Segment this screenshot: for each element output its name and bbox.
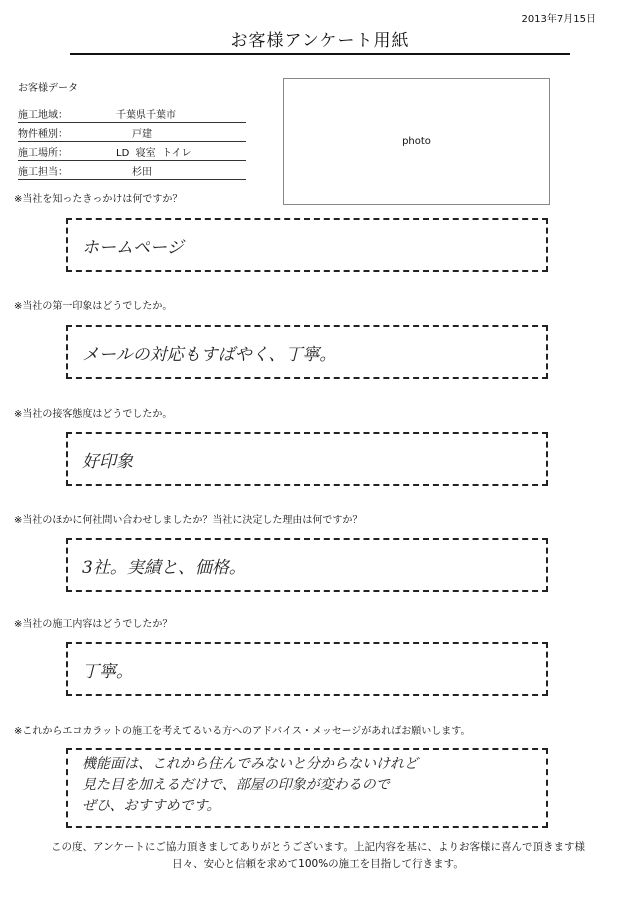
- answer-box-1: [66, 218, 548, 272]
- data-value: 千葉県千葉市: [116, 110, 176, 121]
- answer-text: 3社。実績と、価格。: [82, 557, 246, 578]
- answer-box-5: [66, 642, 548, 696]
- answer-box-3: [66, 432, 548, 486]
- survey-date: 2013年7月15日: [521, 14, 596, 25]
- footer-line-2: 日々、安心と信頼を求めて100%の施工を目指して行きます。: [172, 858, 464, 870]
- data-row-staff: [18, 161, 246, 180]
- question-2: ※当社の第一印象はどうでしたか。: [14, 301, 173, 312]
- question-6: ※これからエコカラットの施工を考えてるいる方へのアドバイス・メッセージがあればお願いします。: [14, 726, 471, 737]
- answer-text: 好印象: [82, 451, 133, 472]
- footer-line-1: この度、アンケートにご協力頂きましてありがとうございます。上記内容を基に、よりお客様に喜んで頂きます様: [50, 841, 586, 853]
- data-label: 施工地域：: [18, 110, 68, 121]
- answer-line: 機能面は、これから住んでみないと分からないけれど: [82, 756, 418, 772]
- data-value: 戸建: [132, 129, 152, 140]
- page-title: お客様アンケート用紙: [70, 26, 570, 55]
- data-row-location: [18, 142, 246, 161]
- data-label: 施工場所：: [18, 148, 68, 159]
- answer-box-4: [66, 538, 548, 592]
- question-3: ※当社の接客態度はどうでしたか。: [14, 409, 173, 420]
- question-1: ※当社を知ったきっかけは何ですか？: [14, 194, 183, 205]
- answer-line: ぜひ、おすすめです。: [82, 798, 221, 814]
- photo-placeholder: [283, 78, 550, 205]
- customer-data-heading: お客様データ: [18, 83, 78, 94]
- footer-message: [20, 839, 616, 873]
- data-row-property-type: [18, 123, 246, 142]
- answer-text: 丁寧。: [82, 661, 133, 682]
- answer-line: 見た目を加えるだけで、部屋の印象が変わるので: [82, 777, 390, 793]
- answer-text: ホームページ: [82, 237, 184, 258]
- data-row-area: [18, 104, 246, 123]
- data-label: 物件種別：: [18, 129, 68, 140]
- question-4: ※当社のほかに何社問い合わせしましたか？当社に決定した理由は何ですか？: [14, 515, 363, 526]
- answer-box-6: [66, 748, 548, 828]
- question-5: ※当社の施工内容はどうでしたか？: [14, 619, 173, 630]
- answer-box-2: [66, 325, 548, 379]
- data-value: 杉田: [132, 167, 152, 178]
- answer-text: メールの対応もすばやく、丁寧。: [82, 344, 337, 365]
- customer-data-table: [18, 104, 246, 180]
- data-label: 施工担当：: [18, 167, 68, 178]
- data-value: LD 寝室 トイレ: [116, 148, 192, 159]
- photo-label: photo: [402, 136, 431, 147]
